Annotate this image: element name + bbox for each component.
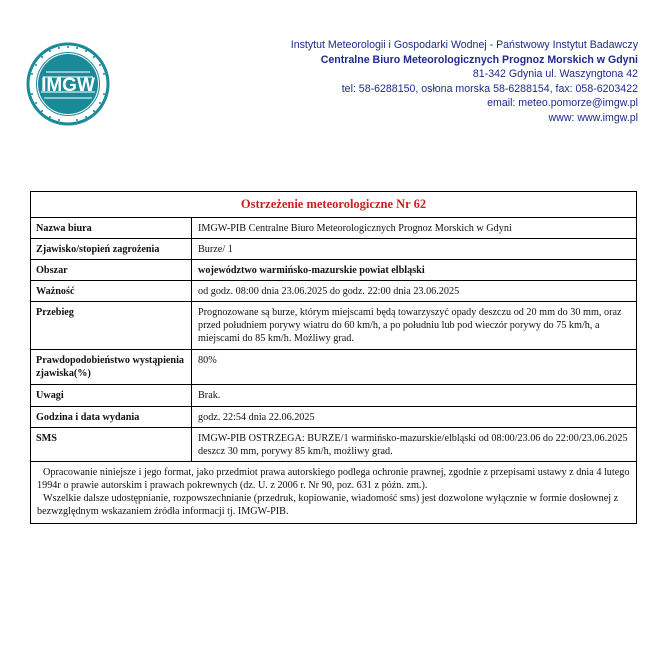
value-course: Prognozowane są burze, którym miejscami będą towarzyszyć opady deszczu od 20 mm do 30 mm, oraz przed południem porywy wiatru do 60 km/h, a po południu lub pod wieczór porywy do 75 km/h, a miejscami do 85 km/h. Możliwy grad. <box>192 302 637 350</box>
value-probability: 80% <box>192 350 637 385</box>
value-phenomenon: Burze/ 1 <box>192 239 637 260</box>
value-issued: godz. 22:54 dnia 22.06.2025 <box>192 407 637 428</box>
label-course: Przebieg <box>31 302 192 350</box>
row-area <box>31 260 636 281</box>
value-office: IMGW-PIB Centralne Biuro Meteorologicznych Prognoz Morskich w Gdyni <box>198 223 512 234</box>
imgw-logo <box>26 42 110 126</box>
label-remarks: Uwagi <box>31 385 192 407</box>
institute-header <box>291 38 638 125</box>
copyright-paragraph: Opracowanie niniejsze i jego format, jako przedmiot prawa autorskiego podlega ochronie prawnej, zgodnie z przepisami ustawy z dnia 4 lutego 1994r o prawie autorskim i prawach pokrewnych (dz. U. z 2006 r. Nr 90, poz. 631 z późn. zm.). <box>37 467 630 491</box>
label-phenomenon: Zjawisko/stopień zagrożenia <box>31 239 192 260</box>
copyright-notice <box>31 461 636 523</box>
value-remarks: Brak. <box>192 385 637 407</box>
institute-name: Instytut Meteorologii i Gospodarki Wodnej - Państwowy Instytut Badawczy <box>290 39 638 51</box>
row-remarks <box>31 385 636 407</box>
label-validity: Ważność <box>31 281 192 302</box>
row-sms <box>31 428 636 462</box>
redistribution-paragraph: Wszelkie dalsze udostępnianie, rozpowszechnianie (przedruk, kopiowanie, wiadomość sms) jest dozwolone wyłącznie w formie dosłownej z bezwzględnym wskazaniem źródła informacji tj. IMGW-PIB. <box>37 493 619 517</box>
address: 81-342 Gdynia ul. Waszyngtona 42 <box>472 68 638 80</box>
label-office: Nazwa biura <box>31 218 192 239</box>
label-probability: Prawdopodobieństwo wystąpienia zjawiska(%) <box>31 350 192 385</box>
logo-text: IMGW <box>41 75 95 96</box>
bureau-name: Centralne Biuro Meteorologicznych Prognoz Morskich w Gdyni <box>320 53 638 66</box>
row-validity <box>31 281 636 302</box>
row-course <box>31 302 636 350</box>
warning-document <box>30 191 637 524</box>
email: email: meteo.pomorze@imgw.pl <box>487 97 638 109</box>
website: www: www.imgw.pl <box>548 111 638 124</box>
value-validity: od godz. 08:00 dnia 23.06.2025 do godz. 22:00 dnia 23.06.2025 <box>192 281 637 302</box>
warning-table <box>31 218 636 461</box>
phone-fax: tel: 58-6288150, osłona morska 58-6288154, fax: 058-6203422 <box>341 82 638 95</box>
warning-title: Ostrzeżenie meteorologiczne Nr 62 <box>31 192 636 218</box>
row-office <box>31 218 636 239</box>
value-sms: IMGW-PIB OSTRZEGA: BURZE/1 warmińsko-mazurskie/elbląski od 08:00/23.06 do 22:00/23.06.2025 deszcz 30 mm, porywy 85 km/h, możliwy grad. <box>192 428 637 462</box>
row-issued <box>31 407 636 428</box>
label-issued: Godzina i data wydania <box>31 407 192 428</box>
row-phenomenon <box>31 239 636 260</box>
value-area: województwo warmińsko-mazurskie powiat elbląski <box>192 260 637 281</box>
label-sms: SMS <box>31 428 192 462</box>
label-area: Obszar <box>31 260 192 281</box>
row-probability <box>31 350 636 385</box>
